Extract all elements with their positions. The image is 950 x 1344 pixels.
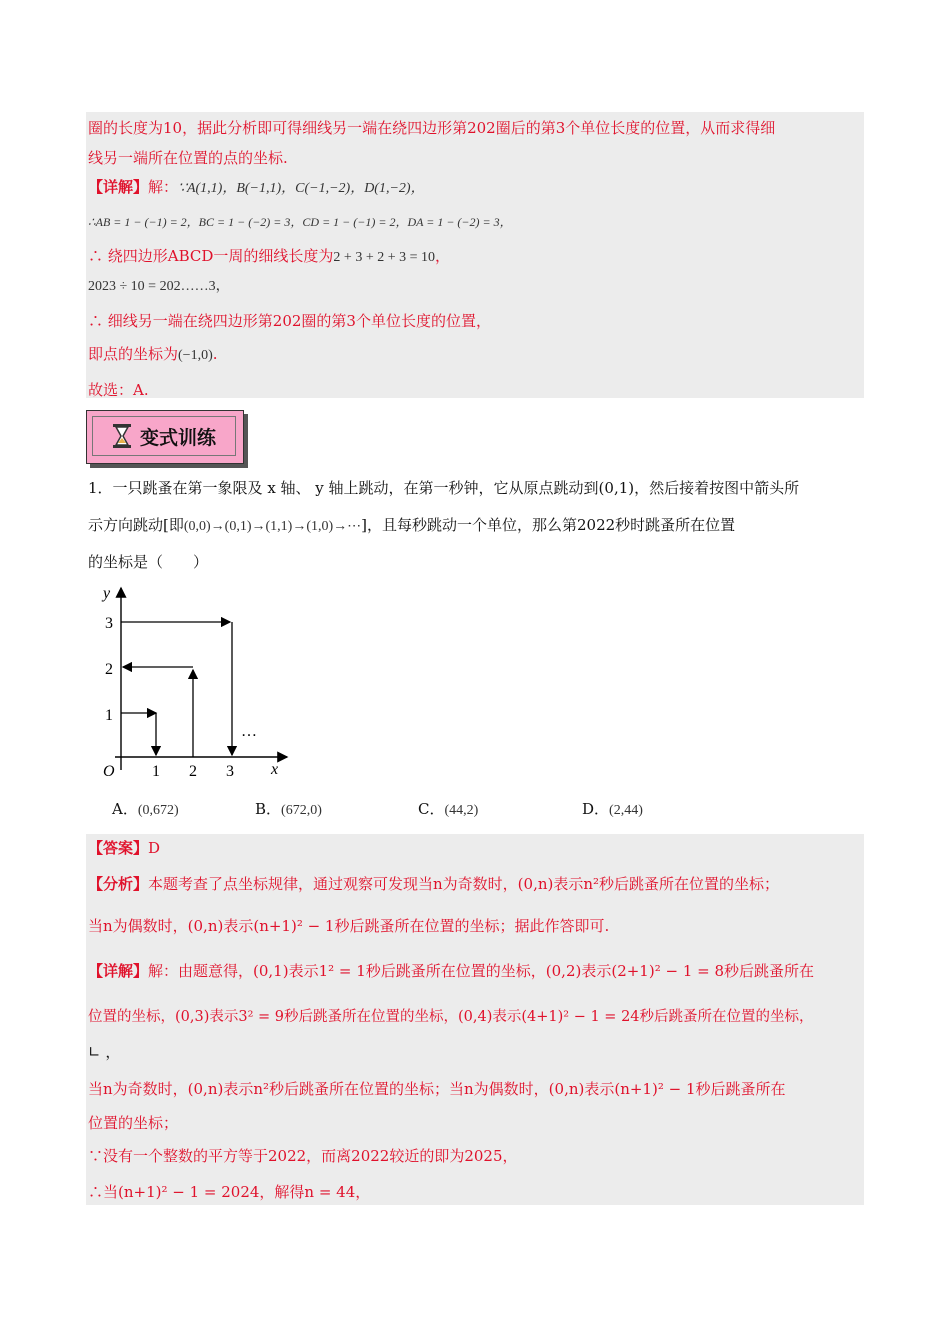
analysis-line-2: 线另一端所在位置的点的坐标. [88, 149, 288, 167]
y-tick-label: 1 [105, 707, 113, 724]
x-tick-label: 1 [152, 763, 160, 780]
analysis2-text-1: 本题考查了点坐标规律，通过观察可发现当n为奇数时，(0,n)表示n²秒后跳蚤所在位置的坐标； [148, 875, 780, 893]
division-line: 2023 ÷ 10 = 202……3， [88, 279, 230, 294]
detail2-line-1 [88, 961, 814, 981]
question-line-2-start: 示方向跳动[即 [88, 516, 184, 534]
option-c[interactable]: C．(44,2) [418, 800, 479, 818]
x-axis-label: x [271, 761, 279, 778]
origin-label: O [103, 763, 115, 780]
jump-figure [95, 580, 305, 785]
question-line-2 [88, 515, 735, 537]
detail2-line-5: 位置的坐标； [88, 1114, 179, 1132]
lengths-line: ∴AB = 1 − (−1) = 2，BC = 1 − (−2) = 3，CD = 1 − (−1) = 2，DA = 1 − (−2) = 3， [88, 215, 512, 229]
perimeter-line: ∴ 绕四边形ABCD一周的细线长度为2 + 3 + 2 + 3 = 10， [88, 247, 451, 265]
conclusion-line: ∴ 细线另一端在绕四边形第202圈的第3个单位长度的位置， [88, 312, 491, 330]
detail2-line-4: 当n为奇数时，(0,n)表示n²秒后跳蚤所在位置的坐标；当n为偶数时，(0,n)表示(n+1)² − 1秒后跳蚤所在 [88, 1080, 786, 1098]
ellipsis-label: … [241, 723, 257, 740]
detail2-label: 【详解】 [88, 962, 149, 980]
answer-label: 【答案】 [88, 839, 149, 857]
option-b[interactable]: B．(672,0) [255, 800, 322, 818]
analysis2-line-1 [88, 874, 779, 894]
perimeter-text: ∴ 绕四边形ABCD一周的细线长度为 [88, 247, 334, 265]
analysis2-label: 【分析】 [88, 875, 149, 893]
detail2-line-2: 位置的坐标，(0,3)表示3² = 9秒后跳蚤所在位置的坐标，(0,4)表示(4+1)² − 1 = 24秒后跳蚤所在位置的坐标， [88, 1009, 814, 1025]
question-line-1: 1．一只跳蚤在第一象限及 x 轴、 y 轴上跳动，在第一秒钟，它从原点跳动到(0,1)，然后接着按图中箭头所 [88, 479, 800, 497]
y-axis-label: y [103, 585, 111, 602]
points-math: ∵A(1,1)，B(−1,1)，C(−1,−2)，D(1,−2)， [178, 181, 425, 196]
detail-points-line [88, 177, 425, 199]
detail2-line-7: ∴当(n+1)² − 1 = 2024，解得n = 44， [88, 1183, 371, 1201]
option-a[interactable]: A．(0,672) [112, 800, 179, 818]
detail-intro: 解： [148, 178, 179, 196]
choice-line: 故选：A. [88, 381, 149, 399]
detail2-text-1: 解：由题意得，(0,1)表示1² = 1秒后跳蚤所在位置的坐标，(0,2)表示(2+1)² − 1 = 8秒后跳蚤所在 [148, 962, 815, 980]
detail2-line-6: ∵没有一个整数的平方等于2022，而离2022较近的即为2025， [88, 1147, 518, 1165]
answer-value: D [148, 839, 161, 857]
answer-line [88, 838, 160, 858]
analysis2-line-2: 当n为偶数时，(0,n)表示(n+1)² − 1秒后跳蚤所在位置的坐标；据此作答即可. [88, 917, 610, 935]
analysis-line-1: 圈的长度为10，据此分析即可得细线另一端在绕四边形第202圈后的第3个单位长度的位置，从而求得细 [88, 119, 776, 137]
hourglass-icon [112, 423, 132, 449]
y-tick-label: 2 [105, 661, 113, 678]
coord-text: 即点的坐标为 [88, 345, 179, 363]
x-tick-label: 2 [189, 763, 197, 780]
question-line-2-end: ]，且每秒跳动一个单位，那么第2022秒时跳蚤所在位置 [361, 516, 736, 534]
detail-label: 【详解】 [88, 178, 149, 196]
question-line-3: 的坐标是（ ） [88, 553, 209, 571]
y-tick-label: 3 [105, 615, 113, 632]
option-d[interactable]: D．(2,44) [582, 800, 643, 818]
detail2-line-3: ∟ ， [88, 1043, 121, 1061]
coord-math: (−1,0) [178, 348, 213, 363]
x-tick-label: 3 [226, 763, 234, 780]
variant-training-banner [86, 410, 246, 466]
perimeter-math: 2 + 3 + 2 + 3 = 10 [333, 250, 436, 265]
banner-title: 变式训练 [139, 426, 216, 449]
question-path-math: (0,0)→(0,1)→(1,1)→(1,0)→⋯ [183, 519, 362, 534]
coord-line: 即点的坐标为(−1,0). [88, 345, 218, 363]
